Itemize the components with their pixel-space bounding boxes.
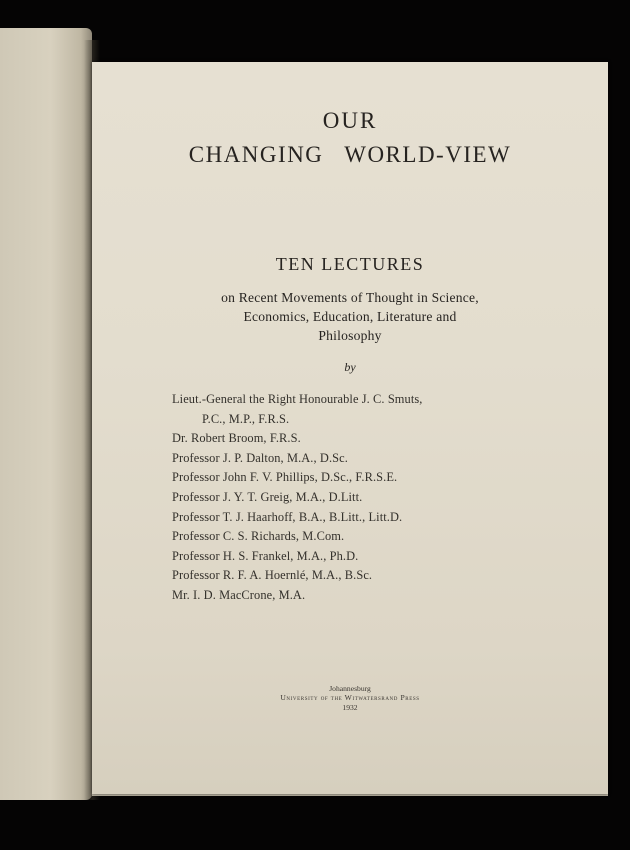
author-item: Professor J. P. Dalton, M.A., D.Sc.: [172, 450, 348, 465]
imprint: [92, 684, 608, 712]
left-page: [0, 28, 92, 800]
author-item: Dr. Robert Broom, F.R.S.: [172, 431, 301, 446]
author-item: Professor John F. V. Phillips, D.Sc., F.R.S.E.: [172, 470, 398, 485]
author-item: Professor R. F. A. Hoernlé, M.A., B.Sc.: [172, 568, 373, 583]
author-item: Professor T. J. Haarhoff, B.A., B.Litt., Litt.D.: [172, 509, 403, 524]
title-line-1: OUR: [322, 108, 378, 133]
title-page: [92, 62, 608, 794]
description-line: Philosophy: [318, 328, 382, 343]
by-line: by: [344, 360, 356, 374]
description-line: on Recent Movements of Thought in Science,: [221, 290, 479, 305]
author-list: [172, 390, 423, 606]
author-item: Professor C. S. Richards, M.Com.: [172, 529, 345, 544]
title-line-2: CHANGING WORLD-VIEW: [188, 142, 512, 167]
description: [92, 288, 608, 345]
description-line: Economics, Education, Literature and: [243, 309, 457, 324]
imprint-city: Johannesburg: [329, 684, 371, 693]
author-item: Professor H. S. Frankel, M.A., Ph.D.: [172, 548, 359, 563]
author-item: Mr. I. D. MacCrone, M.A.: [172, 587, 306, 602]
imprint-year: 1932: [342, 702, 358, 712]
author-item: Professor J. Y. T. Greig, M.A., D.Litt.: [172, 489, 363, 504]
author-item-continuation: P.C., M.P., F.R.S.: [202, 411, 290, 426]
subtitle: TEN LECTURES: [275, 254, 425, 274]
imprint-publisher: University of the Witwatersrand Press: [280, 693, 420, 703]
author-item: Lieut.-General the Right Honourable J. C. Smuts,: [172, 392, 423, 406]
